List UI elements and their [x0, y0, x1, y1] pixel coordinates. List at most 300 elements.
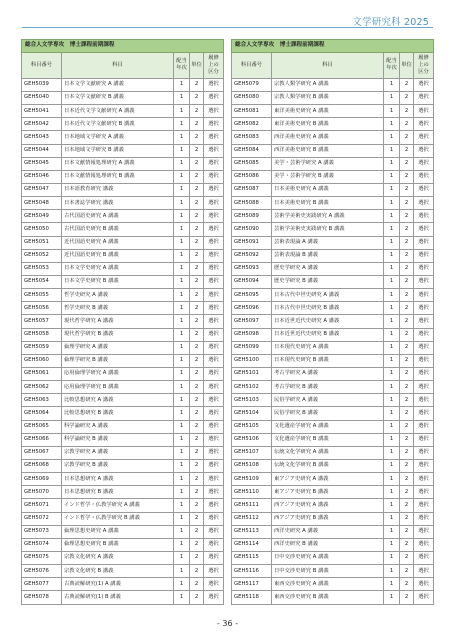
- course-requirement: 選択: [204, 289, 224, 302]
- course-units: 2: [190, 262, 204, 275]
- course-year: 1: [174, 223, 190, 236]
- course-name: 現代哲学研究 B 講義: [62, 328, 174, 341]
- course-year: 1: [174, 197, 190, 210]
- course-units: 2: [400, 473, 414, 486]
- table-row: [232, 276, 434, 289]
- course-year: 1: [384, 170, 400, 183]
- course-units: 2: [190, 236, 204, 249]
- course-name: 西アジア史研究 B 講義: [272, 512, 384, 525]
- course-year: 1: [174, 157, 190, 170]
- course-units: 2: [190, 92, 204, 105]
- table-row: [22, 92, 224, 105]
- table-row: [232, 210, 434, 223]
- course-code: GEH5075: [22, 551, 62, 564]
- course-name: 歴史学研究 B 講義: [272, 276, 384, 289]
- course-name: 東洋美術史研究 A 講義: [272, 105, 384, 118]
- course-year: 1: [174, 262, 190, 275]
- course-year: 1: [384, 328, 400, 341]
- table-row: [22, 499, 224, 512]
- course-code: GEH5066: [22, 433, 62, 446]
- course-name: 日本文献情報処理研究 B 講義: [62, 170, 174, 183]
- col-req-line: 区分: [208, 68, 219, 75]
- course-year: 1: [174, 473, 190, 486]
- col-req-header: [204, 52, 224, 78]
- course-units: 2: [400, 223, 414, 236]
- header-rule: [22, 27, 433, 28]
- course-name: 宗教人類学研究 B 講義: [272, 92, 384, 105]
- course-code: GEH5064: [22, 407, 62, 420]
- col-name-header: 科目: [62, 52, 174, 78]
- table-row: [22, 223, 224, 236]
- course-code: GEH5059: [22, 341, 62, 354]
- course-code: GEH5103: [232, 394, 272, 407]
- col-year-line: 年次: [386, 65, 397, 72]
- course-name: 日中交渉史研究 A 講義: [272, 551, 384, 564]
- course-units: 2: [400, 354, 414, 367]
- col-req-line: 履修: [418, 54, 429, 61]
- course-year: 1: [174, 210, 190, 223]
- course-year: 1: [384, 551, 400, 564]
- table-row: [232, 446, 434, 459]
- course-name: 古典読解研究(1) A 講義: [62, 578, 174, 591]
- course-name: 西洋史研究 A 講義: [272, 525, 384, 538]
- course-year: 1: [174, 459, 190, 472]
- course-units: 2: [190, 538, 204, 551]
- course-table-right: [231, 39, 434, 605]
- course-units: 2: [400, 407, 414, 420]
- course-year: 1: [384, 276, 400, 289]
- course-name: 西アジア史研究 A 講義: [272, 499, 384, 512]
- course-units: 2: [190, 591, 204, 605]
- course-year: 1: [174, 131, 190, 144]
- section-title: 総合人文学専攻 博士課程前期課程: [22, 40, 224, 53]
- table-row: [232, 381, 434, 394]
- col-req-line: 上の: [208, 61, 219, 68]
- course-year: 1: [384, 118, 400, 131]
- course-requirement: 選択: [204, 446, 224, 459]
- course-name: 歴史学研究 A 講義: [272, 262, 384, 275]
- course-code: GEH5043: [22, 131, 62, 144]
- col-year-header: [174, 52, 190, 78]
- course-requirement: 選択: [414, 420, 434, 433]
- col-year-line: 配当: [386, 58, 397, 65]
- course-units: 2: [190, 328, 204, 341]
- col-year-line: 配当: [176, 58, 187, 65]
- table-row: [22, 197, 224, 210]
- course-requirement: 選択: [414, 210, 434, 223]
- course-code: GEH5067: [22, 446, 62, 459]
- course-code: GEH5053: [22, 262, 62, 275]
- course-year: 1: [384, 184, 400, 197]
- course-code: GEH5106: [232, 433, 272, 446]
- course-year: 1: [384, 131, 400, 144]
- course-code: GEH5111: [232, 499, 272, 512]
- column-header-row: [232, 52, 434, 78]
- col-name-header: 科目: [272, 52, 384, 78]
- table-row: [232, 184, 434, 197]
- col-unit-header: 単位: [190, 52, 204, 78]
- table-row: [22, 236, 224, 249]
- course-year: 1: [384, 394, 400, 407]
- course-year: 1: [384, 420, 400, 433]
- course-units: 2: [190, 420, 204, 433]
- course-name: 現代哲学研究 A 講義: [62, 315, 174, 328]
- col-req-line: 区分: [418, 68, 429, 75]
- course-units: 2: [190, 512, 204, 525]
- course-name: 日本地域文学研究 A 講義: [62, 131, 174, 144]
- course-requirement: 選択: [414, 197, 434, 210]
- table-row: [232, 315, 434, 328]
- course-units: 2: [190, 170, 204, 183]
- course-requirement: 選択: [414, 341, 434, 354]
- course-name: 芸術表現論 A 講義: [272, 236, 384, 249]
- table-row: [22, 381, 224, 394]
- course-year: 1: [174, 354, 190, 367]
- table-row: [22, 407, 224, 420]
- course-requirement: 選択: [204, 591, 224, 605]
- course-requirement: 選択: [414, 276, 434, 289]
- course-name: 東アジア史研究 A 講義: [272, 473, 384, 486]
- course-units: 2: [400, 525, 414, 538]
- course-units: 2: [400, 105, 414, 118]
- course-year: 1: [174, 538, 190, 551]
- course-year: 1: [384, 433, 400, 446]
- course-requirement: 選択: [204, 367, 224, 380]
- course-name: 倫理思想史研究 B 講義: [62, 538, 174, 551]
- course-code: GEH5118: [232, 591, 272, 605]
- table-row: [22, 551, 224, 564]
- course-name: 民俗学研究 A 講義: [272, 394, 384, 407]
- course-year: 1: [174, 328, 190, 341]
- table-row: [232, 407, 434, 420]
- col-code-header: 科目番号: [232, 52, 272, 78]
- table-row: [232, 302, 434, 315]
- course-year: 1: [384, 367, 400, 380]
- course-code: GEH5068: [22, 459, 62, 472]
- course-requirement: 選択: [204, 223, 224, 236]
- course-code: GEH5091: [232, 236, 272, 249]
- course-units: 2: [190, 578, 204, 591]
- col-req-line: 履修: [208, 54, 219, 61]
- course-name: 宗教学研究 B 講義: [62, 459, 174, 472]
- course-name: 宗教人類学研究 A 講義: [272, 78, 384, 91]
- course-units: 2: [190, 486, 204, 499]
- section-title: 総合人文学専攻 博士課程前期課程: [232, 40, 434, 53]
- course-units: 2: [190, 433, 204, 446]
- course-name: 芸術学美術史実践研究 B 講義: [272, 223, 384, 236]
- course-requirement: 選択: [414, 92, 434, 105]
- course-year: 1: [384, 144, 400, 157]
- course-units: 2: [190, 381, 204, 394]
- course-requirement: 選択: [204, 381, 224, 394]
- course-code: GEH5044: [22, 144, 62, 157]
- course-year: 1: [174, 420, 190, 433]
- table-row: [232, 223, 434, 236]
- course-units: 2: [400, 118, 414, 131]
- course-year: 1: [384, 578, 400, 591]
- course-code: GEH5045: [22, 157, 62, 170]
- table-row: [22, 276, 224, 289]
- course-units: 2: [400, 341, 414, 354]
- course-year: 1: [384, 262, 400, 275]
- course-name: 日本地域文学研究 B 講義: [62, 144, 174, 157]
- table-row: [22, 525, 224, 538]
- course-code: GEH5065: [22, 420, 62, 433]
- course-code: GEH5071: [22, 499, 62, 512]
- course-requirement: 選択: [204, 341, 224, 354]
- course-requirement: 選択: [204, 394, 224, 407]
- course-code: GEH5092: [232, 249, 272, 262]
- course-code: GEH5077: [22, 578, 62, 591]
- course-units: 2: [190, 341, 204, 354]
- table-row: [232, 144, 434, 157]
- course-units: 2: [190, 157, 204, 170]
- course-units: 2: [400, 459, 414, 472]
- col-code-header: 科目番号: [22, 52, 62, 78]
- course-requirement: 選択: [204, 499, 224, 512]
- course-requirement: 選択: [414, 289, 434, 302]
- course-code: GEH5039: [22, 78, 62, 91]
- course-units: 2: [400, 144, 414, 157]
- course-requirement: 選択: [414, 394, 434, 407]
- course-requirement: 選択: [414, 249, 434, 262]
- course-requirement: 選択: [204, 184, 224, 197]
- course-year: 1: [174, 486, 190, 499]
- table-row: [22, 420, 224, 433]
- course-name: 日本美術史研究 A 講義: [272, 184, 384, 197]
- course-year: 1: [384, 210, 400, 223]
- course-name: 日本現代史研究 A 講義: [272, 341, 384, 354]
- table-row: [232, 525, 434, 538]
- table-row: [22, 262, 224, 275]
- course-name: 古代国語史研究 A 講義: [62, 210, 174, 223]
- course-year: 1: [174, 499, 190, 512]
- course-requirement: 選択: [414, 473, 434, 486]
- course-name: 美学・芸術学研究 A 講義: [272, 157, 384, 170]
- course-code: GEH5099: [232, 341, 272, 354]
- table-row: [22, 354, 224, 367]
- course-code: GEH5089: [232, 210, 272, 223]
- course-units: 2: [190, 105, 204, 118]
- table-row: [232, 367, 434, 380]
- course-year: 1: [174, 591, 190, 605]
- course-code: GEH5079: [232, 78, 272, 91]
- table-row: [232, 105, 434, 118]
- course-units: 2: [400, 236, 414, 249]
- course-year: 1: [384, 289, 400, 302]
- course-code: GEH5100: [232, 354, 272, 367]
- course-units: 2: [400, 315, 414, 328]
- course-code: GEH5047: [22, 184, 62, 197]
- course-name: 近代国語史研究 A 講義: [62, 236, 174, 249]
- course-units: 2: [400, 394, 414, 407]
- table-row: [22, 315, 224, 328]
- course-year: 1: [384, 315, 400, 328]
- course-code: GEH5087: [232, 184, 272, 197]
- table-row: [22, 144, 224, 157]
- course-requirement: 選択: [414, 512, 434, 525]
- table-row: [232, 328, 434, 341]
- course-requirement: 選択: [204, 78, 224, 91]
- course-requirement: 選択: [414, 328, 434, 341]
- course-code: GEH5107: [232, 446, 272, 459]
- col-year-line: 年次: [176, 65, 187, 72]
- course-year: 1: [384, 157, 400, 170]
- course-year: 1: [174, 525, 190, 538]
- course-year: 1: [384, 381, 400, 394]
- course-requirement: 選択: [204, 433, 224, 446]
- course-requirement: 選択: [414, 538, 434, 551]
- table-row: [232, 538, 434, 551]
- course-requirement: 選択: [414, 525, 434, 538]
- course-name: 宗教文化研究 B 講義: [62, 565, 174, 578]
- course-requirement: 選択: [204, 407, 224, 420]
- course-requirement: 選択: [204, 565, 224, 578]
- course-requirement: 選択: [414, 315, 434, 328]
- table-row: [232, 249, 434, 262]
- course-year: 1: [384, 407, 400, 420]
- course-year: 1: [174, 433, 190, 446]
- course-year: 1: [384, 78, 400, 91]
- course-name: 日本書誌学研究 講義: [62, 197, 174, 210]
- col-unit-header: 単位: [400, 52, 414, 78]
- course-units: 2: [400, 420, 414, 433]
- course-requirement: 選択: [414, 184, 434, 197]
- table-row: [22, 512, 224, 525]
- course-units: 2: [400, 262, 414, 275]
- course-year: 1: [384, 105, 400, 118]
- table-row: [232, 92, 434, 105]
- course-requirement: 選択: [204, 512, 224, 525]
- course-units: 2: [190, 223, 204, 236]
- course-requirement: 選択: [414, 551, 434, 564]
- course-code: GEH5041: [22, 105, 62, 118]
- col-year-header: [384, 52, 400, 78]
- table-row: [232, 565, 434, 578]
- course-requirement: 選択: [204, 144, 224, 157]
- table-row: [232, 289, 434, 302]
- course-requirement: 選択: [204, 236, 224, 249]
- course-year: 1: [384, 341, 400, 354]
- course-requirement: 選択: [414, 144, 434, 157]
- course-code: GEH5040: [22, 92, 62, 105]
- course-requirement: 選択: [414, 446, 434, 459]
- table-row: [22, 118, 224, 131]
- table-row: [232, 262, 434, 275]
- course-year: 1: [174, 512, 190, 525]
- course-units: 2: [400, 499, 414, 512]
- course-year: 1: [174, 551, 190, 564]
- course-name: 西洋美術史研究 A 講義: [272, 131, 384, 144]
- course-code: GEH5109: [232, 473, 272, 486]
- course-year: 1: [174, 184, 190, 197]
- course-requirement: 選択: [414, 381, 434, 394]
- course-units: 2: [190, 184, 204, 197]
- course-units: 2: [400, 197, 414, 210]
- course-units: 2: [400, 92, 414, 105]
- table-row: [22, 302, 224, 315]
- course-name: 日本思想研究 A 講義: [62, 473, 174, 486]
- course-year: 1: [174, 578, 190, 591]
- course-units: 2: [400, 565, 414, 578]
- course-units: 2: [190, 459, 204, 472]
- course-code: GEH5095: [232, 289, 272, 302]
- table-row: [22, 210, 224, 223]
- course-year: 1: [384, 473, 400, 486]
- course-units: 2: [190, 197, 204, 210]
- course-tables: [21, 39, 434, 605]
- course-code: GEH5113: [232, 525, 272, 538]
- course-name: 日本美術史研究 B 講義: [272, 197, 384, 210]
- course-units: 2: [190, 354, 204, 367]
- table-row: [232, 157, 434, 170]
- table-row: [22, 565, 224, 578]
- course-name: 日本古代中世史研究 B 講義: [272, 302, 384, 315]
- course-name: 東洋美術史研究 B 講義: [272, 118, 384, 131]
- course-code: GEH5056: [22, 302, 62, 315]
- course-requirement: 選択: [414, 157, 434, 170]
- course-units: 2: [400, 512, 414, 525]
- course-year: 1: [384, 223, 400, 236]
- course-requirement: 選択: [204, 538, 224, 551]
- table-row: [232, 118, 434, 131]
- course-requirement: 選択: [414, 486, 434, 499]
- course-name: インド哲学・仏教学研究 A 講義: [62, 499, 174, 512]
- course-units: 2: [400, 157, 414, 170]
- course-year: 1: [384, 197, 400, 210]
- course-year: 1: [174, 276, 190, 289]
- course-units: 2: [190, 131, 204, 144]
- course-requirement: 選択: [414, 578, 434, 591]
- course-units: 2: [190, 276, 204, 289]
- table-row: [232, 236, 434, 249]
- course-requirement: 選択: [204, 197, 224, 210]
- course-name: 哲学史研究 A 講義: [62, 289, 174, 302]
- table-row: [232, 551, 434, 564]
- course-year: 1: [174, 144, 190, 157]
- table-row: [232, 341, 434, 354]
- course-name: 日本語教育研究 講義: [62, 184, 174, 197]
- course-name: 芸術表現論 B 講義: [272, 249, 384, 262]
- course-year: 1: [174, 341, 190, 354]
- course-requirement: 選択: [204, 118, 224, 131]
- course-requirement: 選択: [204, 486, 224, 499]
- course-code: GEH5062: [22, 381, 62, 394]
- course-requirement: 選択: [414, 459, 434, 472]
- course-code: GEH5088: [232, 197, 272, 210]
- course-name: 伝統文化学研究 B 講義: [272, 459, 384, 472]
- course-requirement: 選択: [414, 433, 434, 446]
- course-year: 1: [174, 407, 190, 420]
- course-code: GEH5082: [232, 118, 272, 131]
- course-code: GEH5094: [232, 276, 272, 289]
- course-year: 1: [174, 565, 190, 578]
- table-row: [22, 131, 224, 144]
- table-row: [232, 420, 434, 433]
- course-units: 2: [190, 302, 204, 315]
- course-code: GEH5055: [22, 289, 62, 302]
- table-row: [22, 394, 224, 407]
- course-year: 1: [384, 512, 400, 525]
- course-code: GEH5060: [22, 354, 62, 367]
- course-units: 2: [190, 289, 204, 302]
- course-requirement: 選択: [414, 78, 434, 91]
- course-code: GEH5052: [22, 249, 62, 262]
- course-table-left: [21, 39, 224, 605]
- course-name: 近代国語史研究 B 講義: [62, 249, 174, 262]
- course-code: GEH5070: [22, 486, 62, 499]
- course-requirement: 選択: [414, 591, 434, 605]
